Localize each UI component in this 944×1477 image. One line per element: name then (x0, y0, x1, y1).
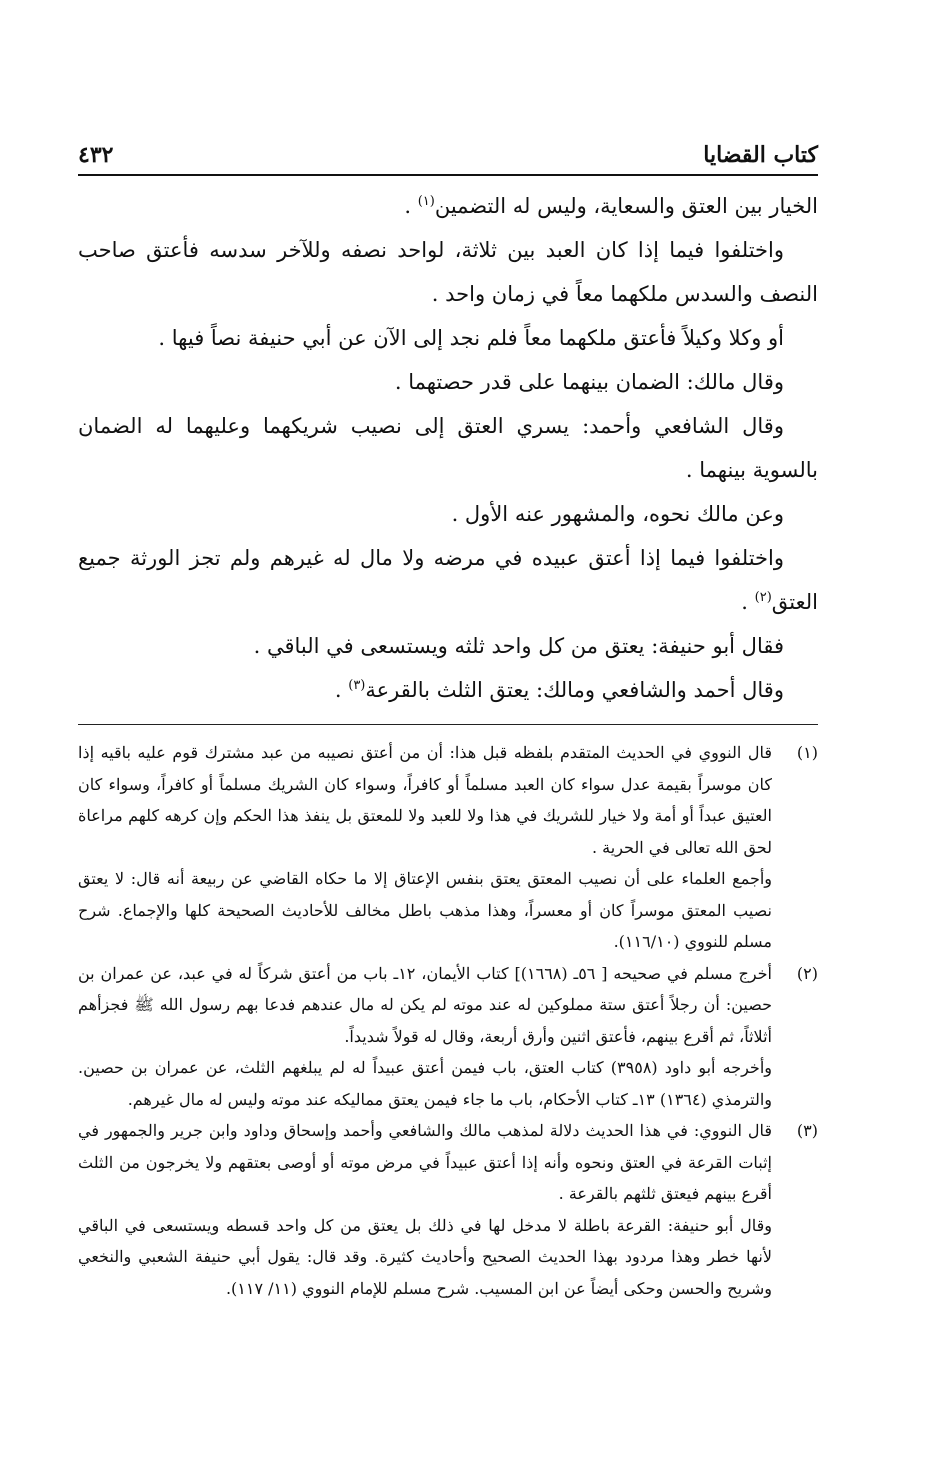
paragraph-1 (78, 184, 818, 228)
page-header (78, 128, 818, 168)
paragraph-7-end: . (741, 590, 755, 614)
footnote-body (78, 737, 772, 958)
footnote-body (78, 958, 772, 1116)
paragraph-3: أو وكلا وكيلاً فأعتق ملكهما معاً فلم نجد إلى الآن عن أبي حنيفة نصاً فيها . (158, 326, 784, 350)
footnote-number: (٢) (796, 963, 818, 983)
paragraph-8: فقال أبو حنيفة: يعتق من كل واحد ثلثه ويستسعى في الباقي . (253, 634, 784, 658)
footnote-ref-3[interactable]: (٣) (348, 678, 366, 693)
book-page (78, 128, 818, 1304)
book-title: كتاب القضايا (703, 142, 818, 168)
footnote-1 (78, 737, 818, 958)
footnote-ref-2[interactable]: (٢) (754, 590, 772, 605)
footnote-paragraph: أخرج مسلم في صحيحه [ ٥٦ـ (١٦٦٨)] كتاب الأيمان، ١٢ـ باب من أعتق شركاً له في عبد، عن عمران بن حصين: أن رجلاً أعتق ستة مملوكين له عند موته لم يكن له مال عندهم فدعا بهم رسول الله ﷺ فجزأهم أثلاثاً، ثم أقرع بينهم، فأعتق اثنين وأرق أربعة، وقال له قولاً شديداً. (78, 963, 773, 1046)
paragraph-9-text: وقال أحمد والشافعي ومالك: يعتق الثلث بالقرعة (365, 678, 784, 702)
footnote-paragraph: قال النووي في الحديث المتقدم بلفظه قبل هذا: أن من أعتق نصيبه من عبد مشترك قوم عليه باقيه إذا كان موسراً بقيمة عدل سواء كان العبد مسلماً أو كافراً، وسواء كان الشريك مسلماً أو كافراً، وسواء كان العتيق عبداً أو أمة ولا خيار للشريك في هذا ولا للعبد ولا للمعتق بل ينفذ هذا الحكم وإن كرهه كلهم مراعاة لحق الله تعالى في الحرية . (78, 743, 773, 857)
footnote-ref-1[interactable]: (١) (417, 194, 435, 209)
paragraph-9 (78, 668, 818, 712)
paragraph-1-text: الخيار بين العتق والسعاية، وليس له التضمين (434, 194, 818, 218)
footnote-paragraph: قال النووي: في هذا الحديث دلالة لمذهب مالك والشافعي وأحمد وإسحاق وداود وابن جرير والجمهور في إثبات القرعة في العتق ونحوه وأنه إذا أعتق عبيداً في مرض موته أو أوصى بعتقهم ولا يخرجون من الثلث أقرع بينهم فيعتق ثلثهم بالقرعة . (78, 1121, 773, 1203)
paragraph-5: وقال الشافعي وأحمد: يسري العتق إلى نصيب شريكهما وعليهما له الضمان بالسوية بينهما . (78, 414, 818, 482)
paragraph-4: وقال مالك: الضمان بينهما على قدر حصتهما . (394, 370, 784, 394)
paragraph-9-end: . (334, 678, 349, 702)
header-rule (78, 174, 818, 176)
footnotes (78, 737, 818, 1304)
footnote-3 (78, 1115, 818, 1304)
footnote-paragraph: وقال أبو حنيفة: القرعة باطلة لا مدخل لها في ذلك بل يعتق من كل واحد قسطه ويستسعى في الباقي لأنها خطر وهذا مردود بهذا الحديث الصحيح وأحاديث كثيرة. وقد قال: يقول أبي حنيفة الشعبي والنخعي وشريح والحسن وحكى أيضاً عن ابن المسيب. شرح مسلم للإمام النووي (١١/ ١١٧). (78, 1215, 773, 1298)
paragraph-7-text: واختلفوا فيما إذا أعتق عبيده في مرضه ولا مال له غيرهم ولم تجز الورثة جميع العتق (78, 546, 818, 614)
footnote-separator (78, 724, 818, 725)
paragraph-6: وعن مالك نحوه، والمشهور عنه الأول . (451, 502, 784, 526)
footnote-body (78, 1115, 772, 1304)
footnote-paragraph: وأجمع العلماء على أن نصيب المعتق يعتق بنفس الإعتاق إلا ما حكاه القاضي عن ربيعة أنه قال: لا يعتق نصيب المعتق موسراً كان أو معسراً، وهذا مذهب باطل مخالف للأحاديث الصحيحة كلها والإجماع. شرح مسلم للنووي (١١٦/١٠). (78, 869, 772, 951)
page-number: ٤٣٢ (78, 142, 114, 168)
paragraph-7 (78, 536, 818, 624)
footnote-number: (١) (796, 743, 818, 762)
footnote-number: (٣) (796, 1121, 818, 1140)
paragraph-2: واختلفوا فيما إذا كان العبد بين ثلاثة، لواحد نصفه وللآخر سدسه فأعتق صاحب النصف والسدس ملكهما معاً في زمان واحد . (78, 238, 818, 306)
footnote-paragraph: وأخرجه أبو داود (٣٩٥٨) كتاب العتق، باب فيمن أعتق عبيداً له لم يبلغهم الثلث، عن عمران بن حصين. والترمذي (١٣٦٤) ١٣ـ كتاب الأحكام، باب ما جاء فيمن يعتق مماليكه عند موته وليس له مال غيرهم. (78, 1058, 772, 1109)
paragraph-1-end: . (404, 194, 418, 218)
main-text (78, 184, 818, 712)
footnote-2 (78, 958, 818, 1116)
